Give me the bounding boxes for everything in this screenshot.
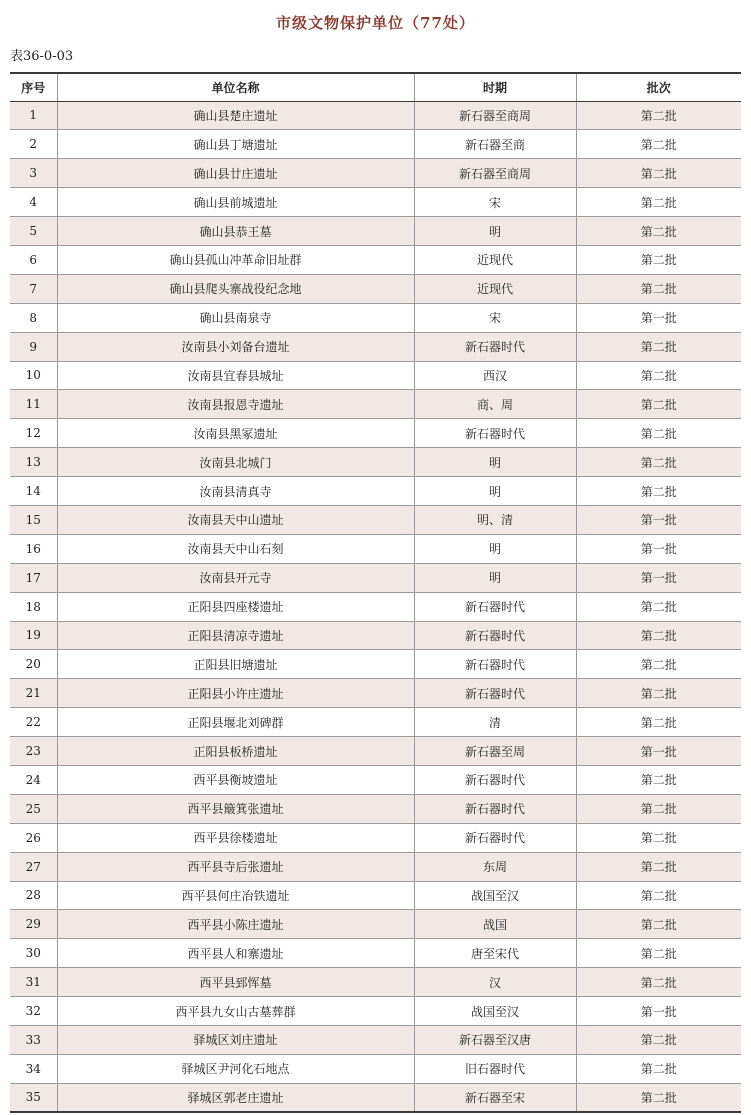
cell-period: 明 — [414, 217, 576, 246]
cell-no: 31 — [10, 968, 57, 997]
table-row — [10, 737, 741, 766]
table-row — [10, 390, 741, 419]
page-title: 市级文物保护单位（77处） — [276, 14, 475, 32]
table-row — [10, 910, 741, 939]
table-row — [10, 534, 741, 563]
cell-no: 20 — [10, 650, 57, 679]
cell-batch: 第二批 — [576, 794, 741, 823]
cell-batch: 第一批 — [576, 505, 741, 534]
cell-no: 5 — [10, 217, 57, 246]
cell-name: 西平县衡坡遗址 — [57, 765, 414, 794]
cell-no: 18 — [10, 592, 57, 621]
cell-batch: 第二批 — [576, 650, 741, 679]
cell-no: 19 — [10, 621, 57, 650]
cell-no: 16 — [10, 534, 57, 563]
cell-period: 战国至汉 — [414, 997, 576, 1026]
cell-batch: 第二批 — [576, 1054, 741, 1083]
cell-name: 汝南县天中山遗址 — [57, 505, 414, 534]
cell-name: 确山县爬头寨战役纪念地 — [57, 274, 414, 303]
cell-period: 新石器时代 — [414, 679, 576, 708]
cell-period: 新石器时代 — [414, 332, 576, 361]
cell-no: 34 — [10, 1054, 57, 1083]
cell-batch: 第二批 — [576, 1083, 741, 1112]
cell-batch: 第一批 — [576, 737, 741, 766]
cell-no: 7 — [10, 274, 57, 303]
cell-period: 汉 — [414, 968, 576, 997]
cell-batch: 第二批 — [576, 910, 741, 939]
table-row — [10, 968, 741, 997]
cell-period: 明 — [414, 534, 576, 563]
cell-no: 29 — [10, 910, 57, 939]
cell-name: 正阳县旧塘遗址 — [57, 650, 414, 679]
table-row — [10, 650, 741, 679]
cell-name: 汝南县北城门 — [57, 448, 414, 477]
table-row — [10, 332, 741, 361]
cell-period: 西汉 — [414, 361, 576, 390]
cell-batch: 第二批 — [576, 419, 741, 448]
cell-batch: 第二批 — [576, 852, 741, 881]
cell-period: 新石器至周 — [414, 737, 576, 766]
cell-batch: 第二批 — [576, 361, 741, 390]
cell-batch: 第一批 — [576, 997, 741, 1026]
table-row — [10, 505, 741, 534]
table-row — [10, 1026, 741, 1055]
cell-period: 明 — [414, 448, 576, 477]
cell-name: 正阳县板桥遗址 — [57, 737, 414, 766]
table-row — [10, 1083, 741, 1112]
cell-no: 10 — [10, 361, 57, 390]
table-row — [10, 159, 741, 188]
cell-name: 西平县小陈庄遗址 — [57, 910, 414, 939]
cell-name: 西平县何庄冶铁遗址 — [57, 881, 414, 910]
cell-no: 33 — [10, 1026, 57, 1055]
cell-batch: 第二批 — [576, 968, 741, 997]
cell-period: 明、清 — [414, 505, 576, 534]
heritage-sites-table — [10, 72, 741, 1113]
table-body — [10, 101, 741, 1112]
table-row — [10, 621, 741, 650]
table-row — [10, 708, 741, 737]
table-code: 表36-0-03 — [10, 49, 74, 64]
cell-period: 旧石器时代 — [414, 1054, 576, 1083]
cell-no: 21 — [10, 679, 57, 708]
cell-period: 宋 — [414, 188, 576, 217]
cell-no: 22 — [10, 708, 57, 737]
cell-period: 新石器时代 — [414, 823, 576, 852]
cell-name: 正阳县小许庄遗址 — [57, 679, 414, 708]
cell-name: 驿城区尹河化石地点 — [57, 1054, 414, 1083]
cell-period: 战国 — [414, 910, 576, 939]
cell-name: 正阳县清凉寺遗址 — [57, 621, 414, 650]
header-batch: 批次 — [576, 73, 741, 101]
cell-name: 确山县丁塘遗址 — [57, 130, 414, 159]
cell-no: 25 — [10, 794, 57, 823]
cell-batch: 第二批 — [576, 592, 741, 621]
cell-batch: 第二批 — [576, 274, 741, 303]
cell-batch: 第二批 — [576, 1026, 741, 1055]
cell-no: 32 — [10, 997, 57, 1026]
cell-name: 正阳县四座楼遗址 — [57, 592, 414, 621]
cell-name: 确山县孤山冲革命旧址群 — [57, 245, 414, 274]
cell-no: 28 — [10, 881, 57, 910]
cell-batch: 第一批 — [576, 534, 741, 563]
cell-period: 新石器时代 — [414, 419, 576, 448]
cell-name: 西平县簸箕张遗址 — [57, 794, 414, 823]
cell-name: 西平县人和寨遗址 — [57, 939, 414, 968]
cell-name: 西平县寺后张遗址 — [57, 852, 414, 881]
cell-batch: 第二批 — [576, 621, 741, 650]
cell-no: 12 — [10, 419, 57, 448]
cell-period: 新石器至汉唐 — [414, 1026, 576, 1055]
table-row — [10, 274, 741, 303]
cell-name: 西平县郅恽墓 — [57, 968, 414, 997]
cell-period: 宋 — [414, 303, 576, 332]
table-row — [10, 794, 741, 823]
cell-batch: 第二批 — [576, 217, 741, 246]
cell-period: 商、周 — [414, 390, 576, 419]
cell-no: 2 — [10, 130, 57, 159]
cell-name: 汝南县开元寺 — [57, 563, 414, 592]
cell-no: 23 — [10, 737, 57, 766]
cell-no: 13 — [10, 448, 57, 477]
cell-name: 汝南县清真寺 — [57, 477, 414, 506]
table-row — [10, 765, 741, 794]
cell-name: 确山县楚庄遗址 — [57, 101, 414, 130]
cell-name: 驿城区郭老庄遗址 — [57, 1083, 414, 1112]
table-row — [10, 477, 741, 506]
cell-batch: 第二批 — [576, 130, 741, 159]
cell-period: 新石器时代 — [414, 592, 576, 621]
cell-no: 4 — [10, 188, 57, 217]
table-row — [10, 563, 741, 592]
cell-batch: 第二批 — [576, 159, 741, 188]
table-row — [10, 361, 741, 390]
cell-period: 近现代 — [414, 274, 576, 303]
table-row — [10, 881, 741, 910]
cell-period: 新石器至宋 — [414, 1083, 576, 1112]
cell-no: 15 — [10, 505, 57, 534]
cell-batch: 第二批 — [576, 679, 741, 708]
table-row — [10, 448, 741, 477]
table-row — [10, 101, 741, 130]
table-row — [10, 679, 741, 708]
cell-period: 东周 — [414, 852, 576, 881]
cell-period: 近现代 — [414, 245, 576, 274]
cell-name: 驿城区刘庄遗址 — [57, 1026, 414, 1055]
table-row — [10, 419, 741, 448]
cell-period: 战国至汉 — [414, 881, 576, 910]
cell-name: 确山县廿庄遗址 — [57, 159, 414, 188]
cell-no: 11 — [10, 390, 57, 419]
cell-period: 新石器至商周 — [414, 101, 576, 130]
header-no: 序号 — [10, 73, 57, 101]
cell-no: 26 — [10, 823, 57, 852]
table-row — [10, 823, 741, 852]
cell-period: 明 — [414, 563, 576, 592]
cell-no: 30 — [10, 939, 57, 968]
cell-batch: 第一批 — [576, 303, 741, 332]
cell-period: 明 — [414, 477, 576, 506]
cell-batch: 第二批 — [576, 939, 741, 968]
cell-name: 西平县九女山古墓葬群 — [57, 997, 414, 1026]
cell-name: 汝南县报恩寺遗址 — [57, 390, 414, 419]
cell-period: 新石器时代 — [414, 765, 576, 794]
cell-no: 24 — [10, 765, 57, 794]
header-period: 时期 — [414, 73, 576, 101]
cell-batch: 第二批 — [576, 881, 741, 910]
cell-batch: 第二批 — [576, 477, 741, 506]
table-row — [10, 852, 741, 881]
table-row — [10, 245, 741, 274]
cell-batch: 第一批 — [576, 563, 741, 592]
table-row — [10, 1054, 741, 1083]
cell-no: 17 — [10, 563, 57, 592]
cell-no: 35 — [10, 1083, 57, 1112]
cell-name: 汝南县黑冢遗址 — [57, 419, 414, 448]
cell-no: 9 — [10, 332, 57, 361]
header-name: 单位名称 — [57, 73, 414, 101]
cell-no: 27 — [10, 852, 57, 881]
cell-period: 新石器至商 — [414, 130, 576, 159]
cell-name: 汝南县小刘备台遗址 — [57, 332, 414, 361]
cell-name: 确山县前城遗址 — [57, 188, 414, 217]
table-row — [10, 130, 741, 159]
cell-period: 新石器时代 — [414, 650, 576, 679]
cell-no: 8 — [10, 303, 57, 332]
cell-no: 14 — [10, 477, 57, 506]
cell-no: 6 — [10, 245, 57, 274]
cell-batch: 第二批 — [576, 101, 741, 130]
cell-name: 汝南县天中山石刻 — [57, 534, 414, 563]
table-header-row — [10, 73, 741, 101]
cell-period: 唐至宋代 — [414, 939, 576, 968]
table-row — [10, 217, 741, 246]
cell-name: 确山县恭王墓 — [57, 217, 414, 246]
cell-period: 新石器时代 — [414, 794, 576, 823]
cell-period: 新石器时代 — [414, 621, 576, 650]
table-row — [10, 997, 741, 1026]
cell-name: 正阳县堰北刘碑群 — [57, 708, 414, 737]
table-row — [10, 939, 741, 968]
cell-no: 1 — [10, 101, 57, 130]
cell-period: 新石器至商周 — [414, 159, 576, 188]
table-row — [10, 592, 741, 621]
cell-name: 汝南县宜春县城址 — [57, 361, 414, 390]
cell-name: 确山县南泉寺 — [57, 303, 414, 332]
cell-period: 清 — [414, 708, 576, 737]
cell-batch: 第二批 — [576, 765, 741, 794]
cell-batch: 第二批 — [576, 448, 741, 477]
cell-batch: 第二批 — [576, 332, 741, 361]
cell-batch: 第二批 — [576, 245, 741, 274]
cell-batch: 第二批 — [576, 188, 741, 217]
cell-batch: 第二批 — [576, 708, 741, 737]
cell-no: 3 — [10, 159, 57, 188]
cell-batch: 第二批 — [576, 390, 741, 419]
cell-name: 西平县徐楼遗址 — [57, 823, 414, 852]
table-row — [10, 303, 741, 332]
cell-batch: 第二批 — [576, 823, 741, 852]
table-row — [10, 188, 741, 217]
